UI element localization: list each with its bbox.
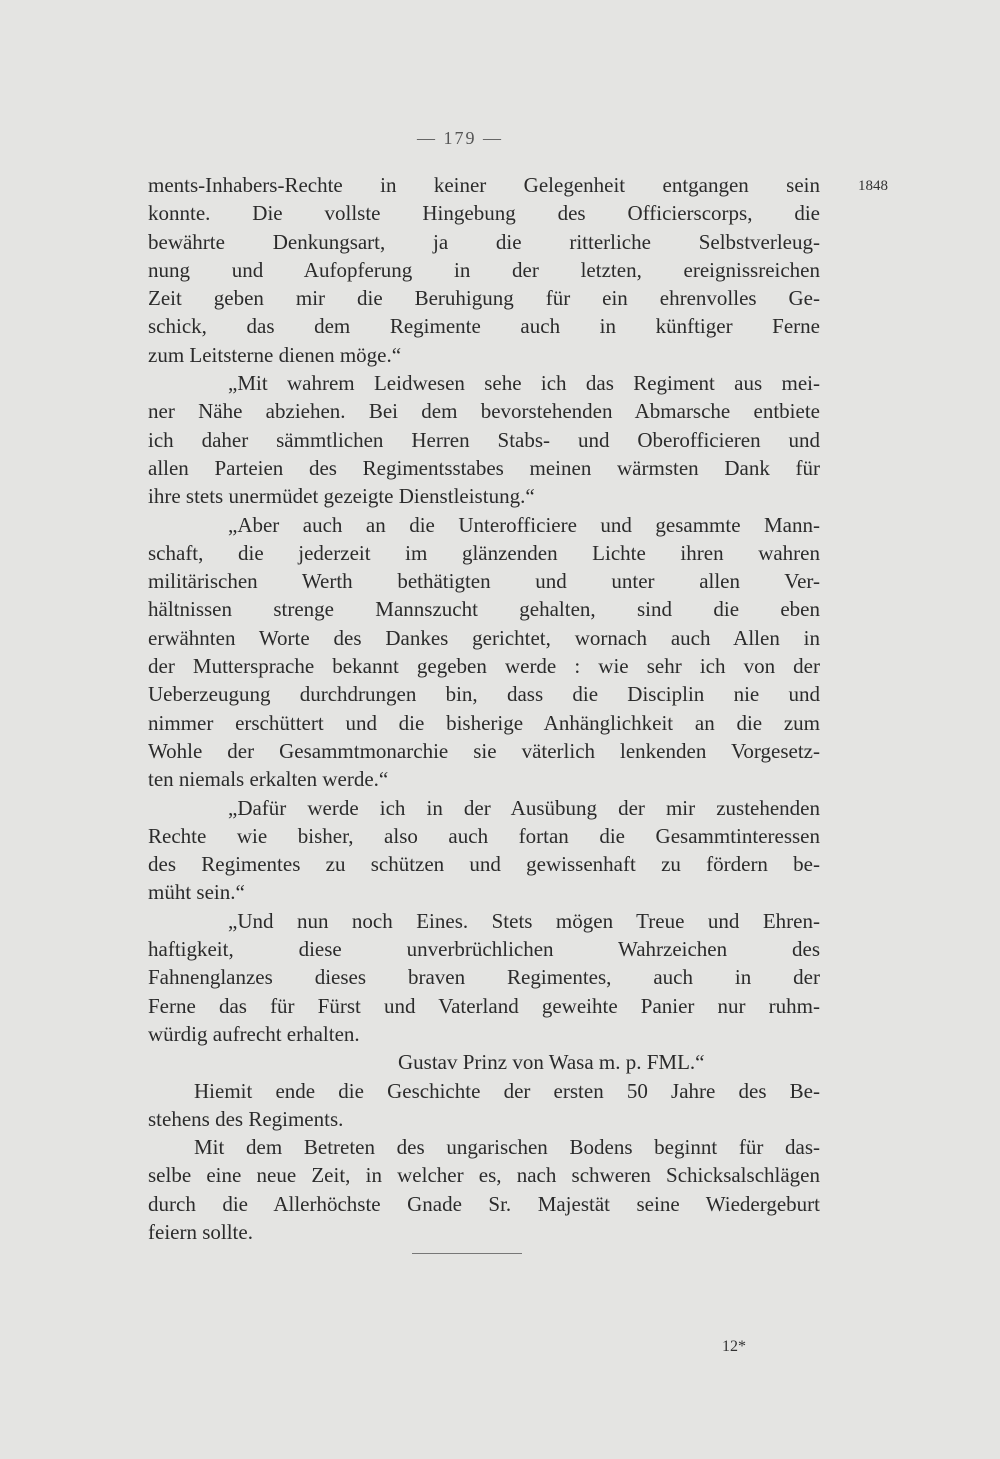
text-line: ments-Inhabers-Rechte in keiner Gelegenheit entgangen sein [148,173,820,197]
text-line: schick, das dem Regimente auch in künftiger Ferne [148,314,820,339]
text-line: konnte. Die vollste Hingebung des Officierscorps, die [148,201,820,226]
signature-line: Gustav Prinz von Wasa m. p. FML.“ [398,1050,705,1075]
text-line: müht sein.“ [148,880,245,905]
text-line: stehens des Regiments. [148,1106,344,1131]
text-line: Hiemit ende die Geschichte der ersten 50 Jahre des Be- [194,1078,820,1103]
text-line: erwähnten Worte des Dankes gerichtet, wornach auch Allen in [148,625,820,650]
text-line: „Mit wahrem Leidwesen sehe ich das Regiment aus mei- [228,371,820,396]
text-line: der Muttersprache bekannt gegeben werde : wie sehr ich von der [148,654,820,679]
text-line: des Regimentes zu schützen und gewissenhaft zu fördern be- [148,852,820,877]
text-line: schaft, die jederzeit im glänzenden Lichte ihren wahren [148,540,820,565]
page-number: — 179 — [417,128,503,148]
text-line: hältnissen strenge Mannszucht gehalten, sind die eben [148,597,820,622]
text-line: selbe eine neue Zeit, in welcher es, nach schweren Schicksalschlägen [148,1163,820,1188]
text-line: militärischen Werth bethätigten und unter allen Ver- [148,569,820,594]
text-line: ner Nähe abziehen. Bei dem bevorstehenden Abmarsche entbiete [148,399,820,424]
text-line: allen Parteien des Regimentsstabes meinen wärmsten Dank für [148,455,820,480]
text-line: nung und Aufopferung in der letzten, ereignissreichen [148,257,820,282]
body-text [148,171,820,1246]
text-line: Rechte wie bisher, also auch fortan die Gesammtinteressen [148,823,820,848]
text-line: zum Leitsterne dienen möge.“ [148,342,402,367]
text-line: durch die Allerhöchste Gnade Sr. Majestät seine Wiedergeburt [148,1191,820,1216]
text-line: Fahnenglanzes dieses braven Regimentes, auch in der [148,965,820,990]
text-line: würdig aufrecht erhalten. [148,1021,360,1046]
text-line: ten niemals erkalten werde.“ [148,767,389,792]
text-line: „Dafür werde ich in der Ausübung der mir zustehenden [228,795,820,820]
signature-mark: 12* [722,1338,746,1355]
text-line: feiern sollte. [148,1219,253,1244]
text-line: „Und nun noch Eines. Stets mögen Treue und Ehren- [228,908,820,933]
text-line: ich daher sämmtlichen Herren Stabs- und Oberofficieren und [148,427,820,452]
text-line: haftigkeit, diese unverbrüchlichen Wahrzeichen des [148,937,820,962]
text-line: Ferne das für Fürst und Vaterland geweihte Panier nur ruhm- [148,993,820,1018]
text-line: ihre stets unermüdet gezeigte Dienstleistung.“ [148,484,535,509]
text-line: bewährte Denkungsart, ja die ritterliche Selbstverleug- [148,229,820,254]
section-divider [412,1253,522,1254]
text-line: Wohle der Gesammtmonarchie sie väterlich lenkenden Vorgesetz- [148,738,820,763]
text-line: Ueberzeugung durchdrungen bin, dass die Disciplin nie und [148,682,820,707]
text-line: Mit dem Betreten des ungarischen Bodens beginnt für das- [194,1135,820,1160]
text-line: „Aber auch an die Unterofficiere und gesammte Mann- [228,512,820,537]
text-line: Zeit geben mir die Beruhigung für ein ehrenvolles Ge- [148,286,820,311]
text-line: nimmer erschüttert und die bisherige Anhänglichkeit an die zum [148,710,820,735]
margin-year-note: 1848 [858,178,888,194]
